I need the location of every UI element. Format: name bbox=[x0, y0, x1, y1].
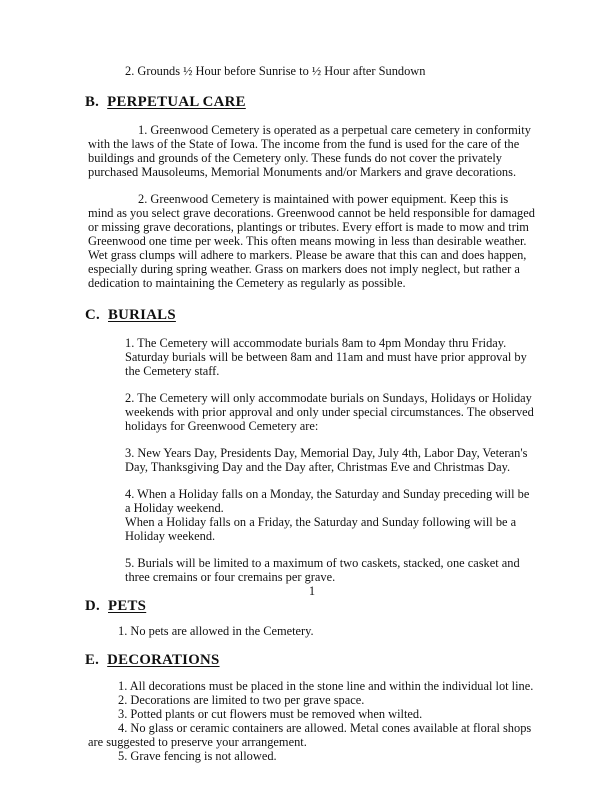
section-letter: D. bbox=[85, 598, 100, 614]
section-pets bbox=[85, 598, 536, 638]
page-number: 1 bbox=[308, 584, 316, 598]
grounds-hours-line: 2. Grounds ½ Hour before Sunrise to ½ Hour after Sundown bbox=[125, 64, 426, 78]
list-item: 2. The Cemetery will only accommodate burials on Sundays, Holidays or Holiday weekends with prior approval and only under special circumstances. The observed holidays for Greenwood Cemetery are: bbox=[125, 391, 534, 433]
section-title: DECORATIONS bbox=[107, 652, 220, 668]
section-title: BURIALS bbox=[108, 307, 176, 323]
list-item: 1. All decorations must be placed in the stone line and within the individual lot line. bbox=[118, 679, 534, 693]
section-heading-perpetual-care bbox=[85, 94, 536, 110]
section-letter: C. bbox=[85, 307, 100, 323]
list-item: 4. When a Holiday falls on a Monday, the Saturday and Sunday preceding will be a Holiday weekend. bbox=[125, 487, 530, 515]
list-item: When a Holiday falls on a Friday, the Saturday and Sunday following will be a Holiday weekend. bbox=[125, 515, 517, 543]
list-item: 1. The Cemetery will accommodate burials 8am to 4pm Monday thru Friday. Saturday burials will be between 8am and 11am and must have prior approval by the Cemetery staff. bbox=[125, 336, 527, 378]
paragraph: 2. Greenwood Cemetery is maintained with power equipment. Keep this is mind as you select grave decorations. Greenwood cannot be held responsible for damaged or missing grave decorations, plantings or tributes. Every effort is made to mow and trim Greenwood one time per week. This often means mowing in less than desirable weather. Wet grass clumps will adhere to markers. Please be aware that this can and does happen, especially during spring weather. Grass on markers does not imply neglect, but rather a dedication to maintaining the Cemetery as regularly as possible. bbox=[88, 192, 535, 290]
section-letter: E. bbox=[85, 652, 100, 668]
section-heading-decorations bbox=[85, 652, 536, 668]
list-item: 5. Burials will be limited to a maximum of two caskets, stacked, one casket and three cremains or four cremains per grave. bbox=[125, 556, 520, 584]
section-decorations bbox=[85, 652, 536, 763]
list-item: 1. No pets are allowed in the Cemetery. bbox=[118, 624, 314, 638]
section-title: PETS bbox=[108, 598, 147, 614]
list-item: 3. Potted plants or cut flowers must be removed when wilted. bbox=[118, 707, 423, 721]
section-letter: B. bbox=[85, 94, 100, 110]
list-item: 4. No glass or ceramic containers are allowed. Metal cones available at floral shops are suggested to preserve your arrangement. bbox=[88, 721, 532, 749]
section-burials bbox=[85, 307, 536, 584]
section-heading-pets bbox=[85, 598, 536, 614]
section-heading-burials bbox=[85, 307, 536, 323]
section-title: PERPETUAL CARE bbox=[107, 94, 246, 110]
list-item: 2. Decorations are limited to two per grave space. bbox=[118, 693, 365, 707]
list-item: 3. New Years Day, Presidents Day, Memorial Day, July 4th, Labor Day, Veteran's Day, Thanksgiving Day and the Day after, Christmas Eve and Christmas Day. bbox=[125, 446, 528, 474]
paragraph: 1. Greenwood Cemetery is operated as a perpetual care cemetery in conformity with the laws of the State of Iowa. The income from the fund is used for the care of the buildings and grounds of the Cemetery only. These funds do not cover the privately purchased Mausoleums, Memorial Monuments and/or Markers and grave decorations. bbox=[88, 123, 531, 179]
section-perpetual-care bbox=[85, 94, 536, 290]
list-item: 5. Grave fencing is not allowed. bbox=[118, 749, 277, 763]
